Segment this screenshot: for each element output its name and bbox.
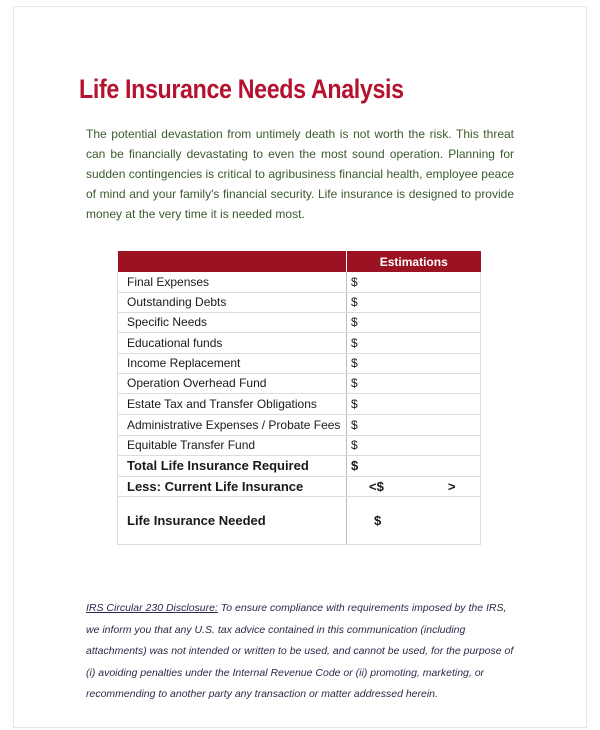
table-row [118, 272, 481, 292]
needs-table [117, 251, 481, 545]
needed-label: Life Insurance Needed [118, 496, 347, 544]
table-row [118, 292, 481, 312]
table-row [118, 414, 481, 435]
row-label: Specific Needs [118, 312, 347, 332]
row-value[interactable]: $ [347, 414, 481, 435]
row-value[interactable]: $ [347, 435, 481, 455]
less-value-close: > [447, 478, 456, 494]
disclosure-body: To ensure compliance with requirements imposed by the IRS, we inform you that any U.S. tax advice contained in this communication (including attachments) was not intended or written to be used, and cannot be used, for the purpose of (i) avoiding penalties under the Internal Revenue Code or (ii) promoting, marketing, or recommending to another party any transaction or matter addressed herein. [86, 602, 514, 700]
row-label: Outstanding Debts [118, 292, 347, 312]
row-label: Administrative Expenses / Probate Fees [118, 414, 347, 435]
page-title: Life Insurance Needs Analysis [79, 74, 404, 104]
table-row [118, 353, 481, 373]
row-value[interactable]: $ [347, 312, 481, 332]
needed-value[interactable]: $ [347, 496, 481, 544]
total-row [118, 455, 481, 476]
row-value[interactable]: $ [347, 393, 481, 414]
less-value-open: <$ [369, 478, 384, 494]
row-label: Estate Tax and Transfer Obligations [118, 393, 347, 414]
less-label: Less: Current Life Insurance [118, 476, 347, 496]
row-label: Final Expenses [118, 272, 347, 292]
table-header-estimations: Estimations [347, 251, 481, 272]
irs-disclosure [86, 598, 516, 706]
table-row [118, 435, 481, 455]
table-row [118, 373, 481, 393]
row-value[interactable]: $ [347, 353, 481, 373]
total-label: Total Life Insurance Required [118, 455, 347, 476]
less-value-cell[interactable] [347, 476, 481, 496]
row-value[interactable]: $ [347, 373, 481, 393]
less-row [118, 476, 481, 496]
row-label: Income Replacement [118, 353, 347, 373]
table-row [118, 393, 481, 414]
row-value[interactable]: $ [347, 332, 481, 353]
row-value[interactable]: $ [347, 272, 481, 292]
table-row [118, 332, 481, 353]
row-label: Operation Overhead Fund [118, 373, 347, 393]
table-row [118, 312, 481, 332]
needed-row [118, 496, 481, 544]
row-label: Equitable Transfer Fund [118, 435, 347, 455]
row-value[interactable]: $ [347, 292, 481, 312]
row-label: Educational funds [118, 332, 347, 353]
disclosure-lead: IRS Circular 230 Disclosure: [86, 602, 218, 614]
total-value[interactable]: $ [347, 455, 481, 476]
table-header-label [118, 251, 347, 272]
intro-paragraph: The potential devastation from untimely death is not worth the risk. This threat can be financially devastating to even the most sound operation. Planning for sudden contingencies is critical to agribusiness financial health, employee peace of mind and your family's financial security. Life insurance is designed to provide money at the very time it is needed most. [86, 127, 514, 221]
